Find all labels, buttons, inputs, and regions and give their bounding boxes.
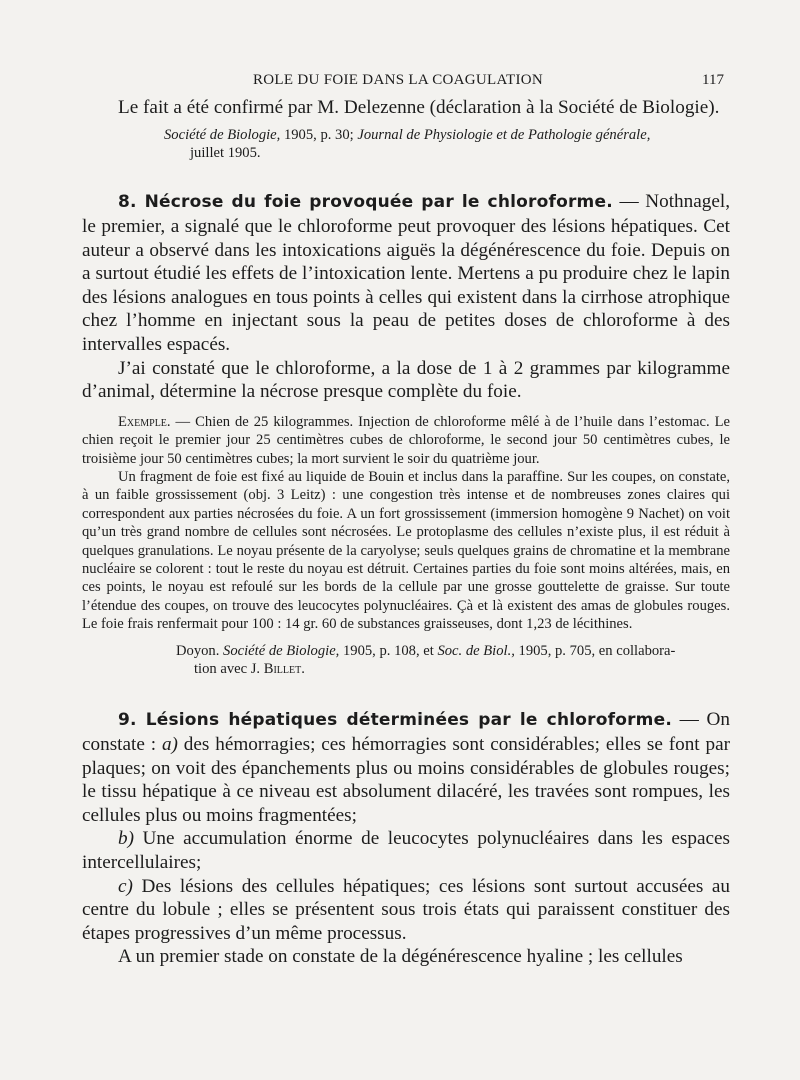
example-label: Exemple. <box>118 413 171 430</box>
section-9-item-c: c) Des lésions des cellules hépatiques; ces lésions sont surtout accusées au centre du lobule ; elles se présentent sous trois états qui paraissent constituer des étapes progressives d’un même processus. <box>82 875 730 944</box>
example-paragraph: Exemple. — Chien de 25 kilogrammes. Injection de chloroforme mêlé à de l’huile dans l’estomac. Le chien reçoit le premier jour 25 centimètres cubes de chloroforme, le second jour 50 centimètres cubes, le troisième jour 50 centimètres cubes; la mort survient le soir du quatrième jour. <box>82 413 730 467</box>
section-8-paragraph: 8. Nécrose du foie provoquée par le chloroforme. — Nothnagel, le premier, a signalé que le chloroforme peut provoquer des lésions hépatiques. Cet auteur a observé dans les intoxications aiguës la dégénérescence du foie. Depuis on a surtout étudié les effets de l’intoxication lente. Mertens a pu produire chez le lapin des lésions analogues en tous points à celles qui existent dans la cirrhose atrophique chez l’homme en injectant sous la peau de petites doses de chloroforme à des intervalles espacés. <box>82 191 730 355</box>
page-header <box>0 70 800 94</box>
running-title: ROLE DU FOIE DANS LA COAGULATION <box>253 72 544 88</box>
ref-journal: Journal de Physiologie et de Pathologie générale, <box>357 126 651 143</box>
intro-paragraph: Le fait a été confirmé par M. Delezenne (déclaration à la Société de Biologie). <box>118 97 720 118</box>
section-9-title: 9. Lésions hépatiques déterminées par le chloroforme. <box>118 710 672 731</box>
page-number: 117 <box>702 72 724 88</box>
intro-reference: Société de Biologie, 1905, p. 30; Journal de Physiologie et de Pathologie générale, juillet 1905. <box>164 126 651 161</box>
section-8-paragraph-2: J’ai constaté que le chloroforme, a la dose de 1 à 2 grammes par kilogramme d’animal, détermine la nécrose presque complète du foie. <box>82 357 730 403</box>
section-9-paragraph: 9. Lésions hépatiques déterminées par le chloroforme. — On constate : a) des hémorragies; ces hémorragies sont considérables; elles se font par plaques; on voit des épanchements plus ou moins considérables de globules rouges; le tissu hépatique à ce niveau est absolument dilacéré, les travées sont rompues, les cellules plus ou moins fragmentées; <box>82 709 731 826</box>
page-body <box>82 96 730 969</box>
section-8-title: 8. Nécrose du foie provoquée par le chloroforme. <box>118 192 613 213</box>
example-paragraph-2: Un fragment de foie est fixé au liquide de Bouin et inclus dans la paraffine. Sur les coupes, on constate, à un faible grossissement (obj. 3 Leitz) : une congestion très intense et de nombreuses zones claires qui correspondent aux parties nécrosées du foie. A un fort grossissement (immersion homogène 9 Nachet) on voit qu’un très grand nombre de cellules sont nécrosées. Le protoplasme des cellules n’existe plus, il est réduit à quelques granulations. Le noyau présente de la caryolyse; seuls quelques grains de chromatine et la membrane nucléaire se colorent : tout le reste du noyau est détruit. Certaines parties du foie sont moins altérées, mais, en ces points, le noyau est refoulé sur les bords de la cellule par une grosse gouttelette de graisse. Sur toute l’étendue des coupes, on trouve des leucocytes polynucléaires. Çà et là existent des amas de globules rouges. Le foie frais renfermait pour 100 : 14 gr. 60 de substances graisseuses, dont 1,23 de lécithines. <box>82 468 730 633</box>
section-8-reference: Doyon. Société de Biologie, 1905, p. 108, et Soc. de Biol., 1905, p. 705, en collabora- tion avec J. Billet. <box>176 642 676 678</box>
section-9-last-line: A un premier stade on constate de la dégénérescence hyaline ; les cellules <box>118 946 683 968</box>
section-9-item-b: b) Une accumulation énorme de leucocytes polynucléaires dans les espaces intercellulaires; <box>82 828 730 873</box>
ref-journal: Société de Biologie, <box>164 126 281 143</box>
